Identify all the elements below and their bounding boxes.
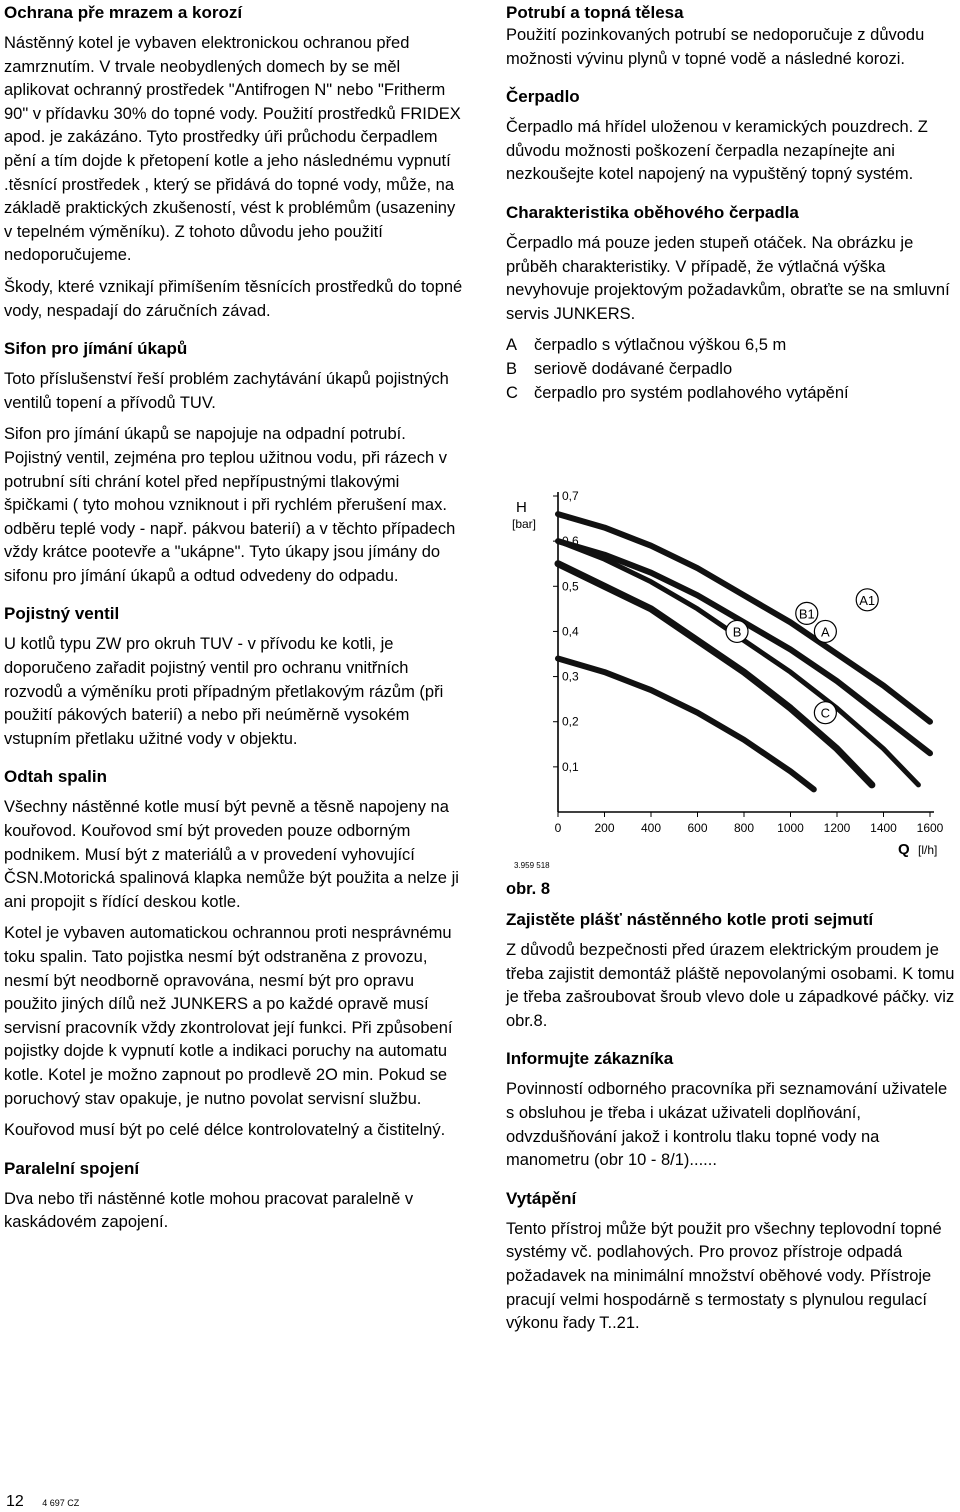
page-footer: [6, 1493, 79, 1511]
x-tick-label: 1000: [777, 821, 804, 835]
paragraph: Čerpadlo má hřídel uloženou v keramických pouzdrech. Z důvodu možnosti poškození čerpadla nezapínejte ani nezkoušejte kotel napojený na vypuštěný topný systém.: [506, 118, 928, 184]
chart-svg: [506, 484, 958, 876]
x-tick-label: 1600: [916, 821, 944, 835]
heading-pipes: Potrubí a topná tělesa: [506, 3, 684, 22]
legend-text: seriově dodávané čerpadlo: [534, 359, 733, 378]
y-tick-label: 0,4: [562, 624, 579, 639]
legend-item: [506, 358, 958, 382]
y-tick-label: 0,7: [562, 489, 579, 503]
paragraph: Dva nebo tři nástěnné kotle mohou pracovat paralelně v kaskádovém zapojení.: [4, 1189, 414, 1232]
x-tick-label: 1400: [870, 821, 897, 835]
heading-flue: Odtah spalin: [4, 767, 107, 787]
legend-key: A: [506, 336, 518, 355]
x-axis-unit: [l/h]: [918, 843, 938, 857]
paragraph: Sifon pro jímání úkapů se napojuje na odpadní potrubí. Pojistný ventil, zejména pro teplou užitnou vodu, při rázech v potrubní síti chrání kotel před nepřípustnými tlakovými špičkami ( tyto mohou vzniknout i při rychlém přerušení max. odběru teplé vody - např. pákvou baterií) a v těchto případech vždy krátce pootevře a "ukápne". Tyto úkapy jsou jímány do sifonu pro jímání úkapů a odtud odvedeny do odpadu.: [4, 425, 456, 585]
legend-item: [506, 382, 958, 406]
paragraph: Kouřovod musí být po celé délce kontrolovatelný a čistitelný.: [4, 1121, 446, 1140]
curve-b1: [558, 541, 918, 785]
left-column: [4, 0, 464, 1235]
y-tick-label: 0,2: [562, 714, 579, 729]
paragraph: Škody, které vznikají přimíšením těsnících prostředků do topné vody, nespadají do záručních závad.: [4, 277, 463, 320]
right-column-bottom: [506, 908, 958, 1336]
x-tick-label: 800: [733, 821, 755, 835]
paragraph: Povinností odborného pracovníka při seznamování uživatele s obsluhou je třeba i ukázat uživateli doplňování, odvzdušňování jakož i kontrolu tlaku topné vody na manometru (obr 10 - 8/1)......: [506, 1080, 948, 1170]
curve-a: [558, 541, 930, 753]
y-tick-label: 0,6: [562, 534, 579, 549]
page-number: 12: [6, 1493, 24, 1510]
curve-c: [558, 659, 814, 790]
heading-siphon: Sifon pro jímání úkapů: [4, 339, 188, 359]
figure-caption: obr. 8: [506, 880, 551, 898]
paragraph: Všechny nástěnné kotle musí být pevně a těsně napojeny na kouřovod. Kouřovod smí být proveden pouze odborným podnikem. Musí být z materiálů a v provedení vyhovující ČSN.Motorická spalinová klapka nemůže být použita a nelze ji ani propojit s řídící deskou kotle.: [4, 798, 459, 911]
legend-key: C: [506, 383, 518, 402]
y-axis-unit: [bar]: [512, 517, 537, 531]
document-code: 4 697 CZ: [42, 1498, 80, 1508]
y-tick-label: 0,3: [562, 669, 579, 684]
figure-code: 3.959 518: [514, 861, 550, 870]
paragraph: Čerpadlo má pouze jeden stupeň otáček. Na obrázku je průběh charakteristiky. V případě, že výtlačná výška nevyhovuje projektovým požadavkům, obraťte se na smluvní servis JUNKERS.: [506, 233, 950, 323]
paragraph: Nástěnný kotel je vybaven elektronickou ochranou před zamrznutím. V trvale neobydlených domech by se měl aplikovat ochranný prostředek "Antifrogen N" nebo "Fritherm 90" v přídavku 30% do topné vody. Použití prostředků FRIDEX apod. je zakázáno. Tyto prostředky úři průchodu čerpadlem pění a tím dojde k přetopení kotle a jeho následnému vypnutí .těsnící prostředek , který se přidává do topné vody, může, na základě praktických zkušeností, vést k problémům (usazeniny v tepelném výměníku). Z tohoto důvodu jeho použití nedoporučujeme.: [4, 34, 461, 265]
curve-label: B1: [798, 606, 815, 622]
legend-item: [506, 334, 958, 358]
curve-label: A1: [859, 592, 876, 608]
curve-label: C: [820, 705, 831, 721]
heading-safety-valve: Pojistný ventil: [4, 604, 120, 624]
heading-inform-customer: Informujte zákazníka: [506, 1049, 674, 1069]
heading-pump: Čerpadlo: [506, 87, 580, 107]
curve-label: B: [732, 624, 742, 640]
legend-text: čerpadlo pro systém podlahového vytápění: [534, 383, 849, 402]
x-axis-label: Q: [898, 841, 910, 858]
x-tick-label: 0: [554, 821, 562, 835]
paragraph: Kotel je vybaven automatickou ochrannou proti nesprávnému toku spalin. Tato pojistka nesmí být odstraněna z provozu, nesmí být neodborně opravována, nesmí být pro opravu použito jiných dílů než JUNKERS a po každé opravě musí servisní pracovník vždy zkontrolovat její funkci. Při způsobení pojistky dojde k vypnutí kotle a indikaci poruchy na automatu kotle. Kotel je možno zapnout po prodlevě 2O min. Pokud se poruchový stav opakuje, je nutno povolat servisní službu.: [4, 924, 453, 1108]
legend-text: čerpadlo s výtlačnou výškou 6,5 m: [534, 336, 787, 355]
x-tick-label: 200: [594, 821, 615, 835]
heading-pump-characteristic: Charakteristika oběhového čerpadla: [506, 202, 799, 222]
pump-characteristic-chart: [506, 484, 958, 876]
heading-secure-casing: Zajistěte plášť nástěnného kotle proti sejmutí: [506, 910, 874, 929]
y-tick-label: 0,5: [562, 579, 579, 594]
heading-parallel: Paralelní spojení: [4, 1158, 140, 1178]
y-tick-label: 0,1: [562, 759, 579, 774]
legend-key: B: [506, 359, 518, 378]
paragraph: Použití pozinkovaných potrubí se nedoporučuje z důvodu možnosti vývinu plynů v topné vodě a následné korozi.: [506, 26, 925, 68]
curve-a1: [558, 514, 930, 722]
paragraph: Toto příslušenství řeší problém zachytávání úkapů pojistných ventilů topení a přívodů TUV.: [4, 370, 449, 412]
y-axis-label: H: [516, 499, 527, 516]
curve-label: A: [821, 624, 830, 640]
x-tick-label: 600: [687, 821, 708, 835]
paragraph: Z důvodů bezpečnosti před úrazem elektrickým proudem je třeba zajistit demontáž pláště nepovolanými osobami. K tomu je třeba zašroubovat šroub vlevo dole u západkové páčky. viz obr.8.: [506, 941, 955, 1030]
heading-frost-protection: Ochrana pře mrazem a korozí: [4, 3, 243, 22]
paragraph: U kotlů typu ZW pro okruh TUV - v přívodu ke kotli, je doporučeno zařadit pojistný ventil pro ochranu vnitřních rozvodů a výměníku proti případným přetlakovým rázům (při použití pákových baterií) a nebo při neúměrně vysokém vstupním přetlaku užitné vody v objektu.: [4, 635, 444, 748]
x-tick-label: 1200: [823, 821, 851, 835]
paragraph: Tento přístroj může být použit pro všechny teplovodní topné systémy vč. podlahových. Pro provoz přístroje odpadá požadavek na minimální množství oběhové vody. Přístroje pracují velmi hospodárně s termostaty s plynulou regulací výkonu řady T..21.: [506, 1219, 942, 1333]
x-tick-label: 400: [640, 821, 662, 835]
heading-heating: Vytápění: [506, 1188, 577, 1208]
right-column-top: [506, 0, 958, 405]
